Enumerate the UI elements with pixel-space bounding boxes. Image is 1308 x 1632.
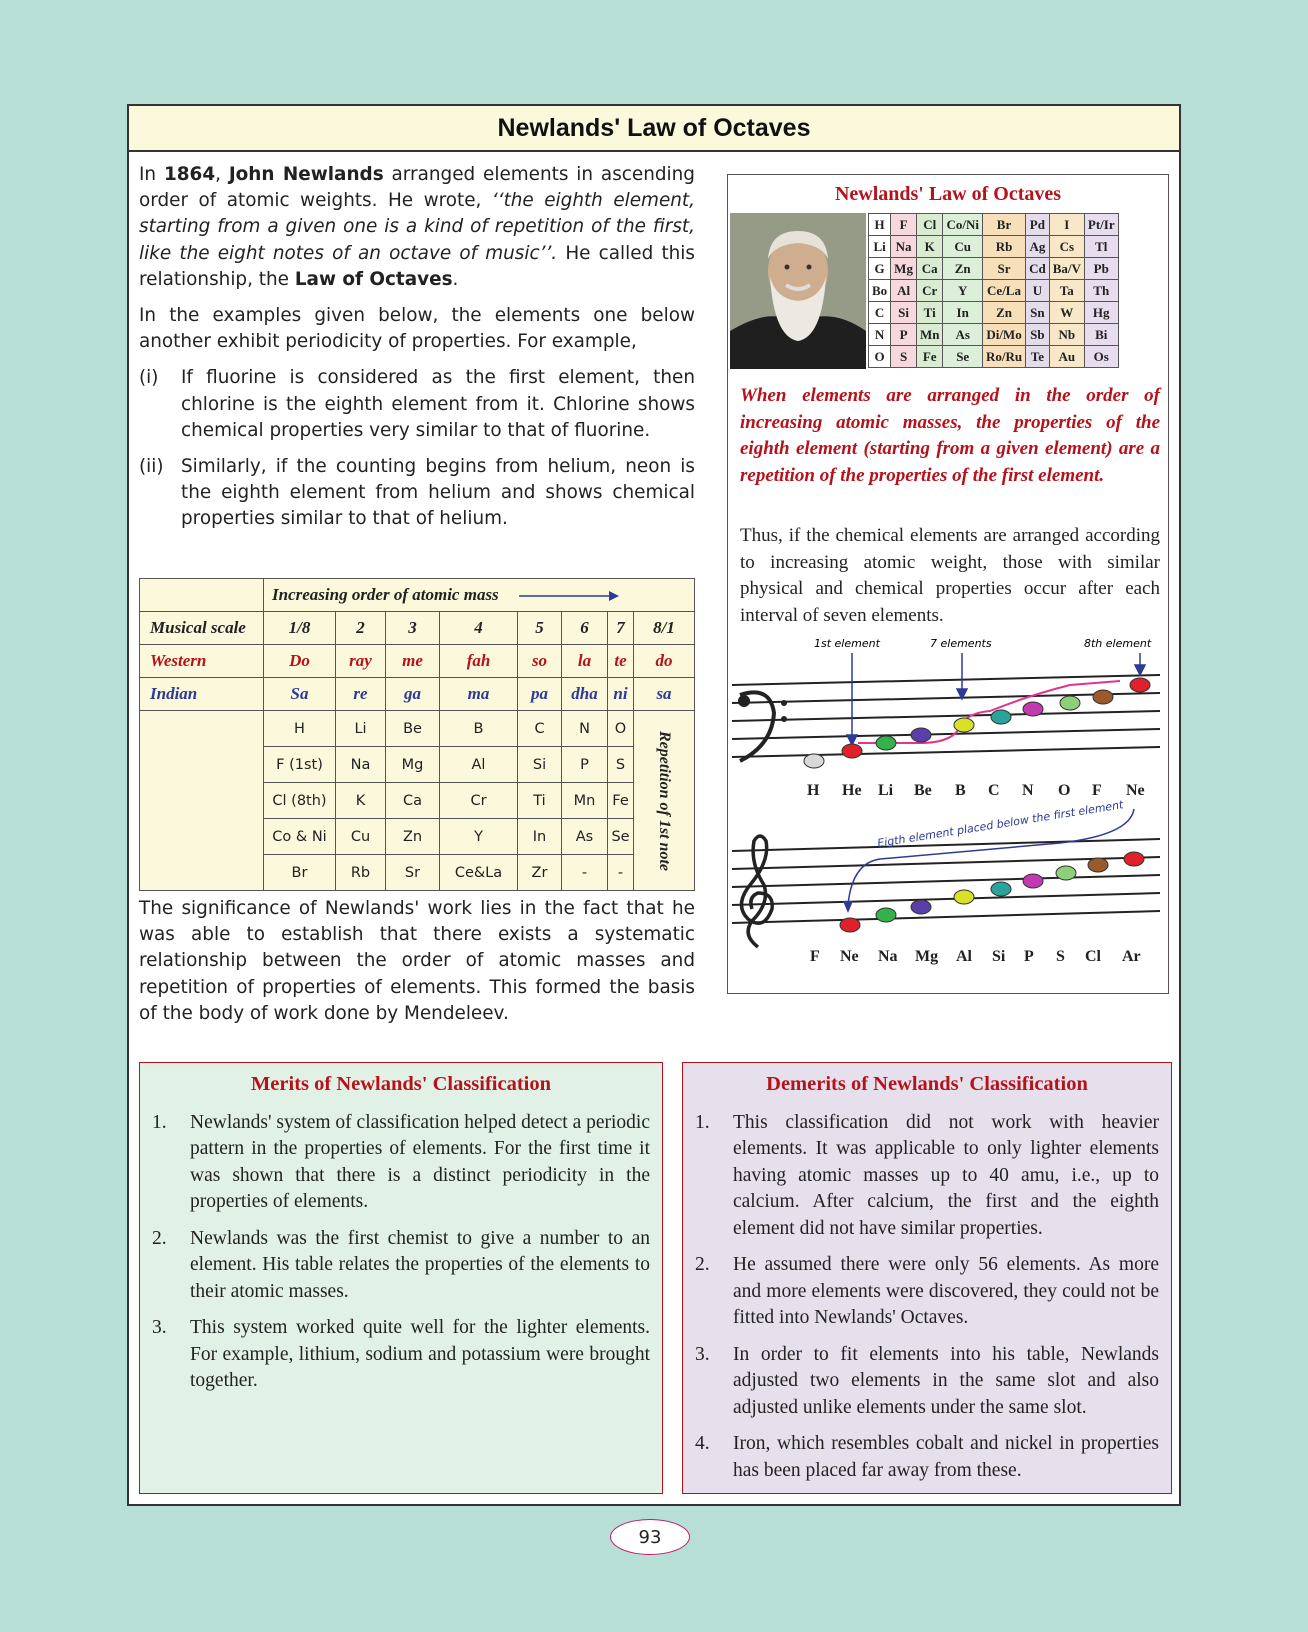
table-header: Increasing order of atomic mass <box>272 585 499 604</box>
octave-table <box>139 578 695 891</box>
row2-element-labels <box>810 948 1141 965</box>
list-item: 2. He assumed there were only 56 elements. As more and more elements were discovered, they could not be fitted into Newlands' Octaves. <box>695 1254 1159 1328</box>
law-statement: When elements are arranged in the order of increasing atomic masses, the properties of the eighth element (starting from a given element) are a repetition of the properties of the first element. <box>740 385 1160 486</box>
merits-box <box>139 1062 663 1494</box>
page-title: Newlands' Law of Octaves <box>129 106 1179 152</box>
table-row: H Li Be B C N O Repetition of 1st note <box>140 711 695 747</box>
svg-text:C: C <box>988 782 1000 799</box>
eighth-element-label: 8th element <box>1084 637 1152 650</box>
newlands-portrait <box>730 213 866 369</box>
indian-row: Indian Sa re ga ma pa dha ni sa <box>140 678 695 711</box>
svg-text:N: N <box>1022 782 1034 799</box>
svg-text:B: B <box>955 782 966 799</box>
panel-title: Newlands' Law of Octaves <box>834 183 1062 205</box>
newlands-quote: ‘‘the eighth element, starting from a given one is a kind of repetition of the first, like the eight notes of an octave of music’’. <box>139 190 695 264</box>
table-row: F (1st) Na Mg Al Si P S <box>140 747 695 783</box>
table-row: Br Rb Sr Ce&La Zr - - <box>140 855 695 891</box>
demerits-box <box>682 1062 1172 1494</box>
octaves-panel <box>727 174 1169 994</box>
list-item: 1. This classification did not work with heavier elements. It was applicable to only lighter elements having atomic masses up to 40 amu, i.e., up to calcium. After calcium, the first and the eighth element did not have similar properties. <box>695 1111 1159 1239</box>
treble-clef-icon <box>741 836 772 947</box>
list-item: 1. Newlands' system of classification helped detect a periodic pattern in the properties of elements. For the first time it was shown that there is a distinct periodicity in the properties of elements. <box>152 1111 650 1212</box>
demerits-title: Demerits of Newlands' Classification <box>766 1073 1088 1095</box>
scientist-name: John Newlands <box>228 164 384 185</box>
list-item: 3. In order to fit elements into his table, Newlands adjusted two elements in the same slot and also adjusted unlike elements under the same slot. <box>695 1343 1159 1418</box>
repetition-label: Repetition of 1st note <box>634 711 695 891</box>
svg-text:He: He <box>842 782 862 799</box>
seven-elements-label: 7 elements <box>930 637 992 650</box>
svg-text:F: F <box>1092 782 1102 799</box>
page-number: 93 <box>610 1519 690 1555</box>
newlands-table: H F Cl Co/Ni Br Pd I Pt/Ir Li Na K Cu Rb Ag Cs Tl G Mg Ca Zn Sr Cd Ba/V Pb Bo Al Cr Y Ce/La U Ta Th C Si Ti In Zn Sn W Hg N P Mn As Di/Mo Sb Nb Bi O S Fe Se Ro/Ru Te Au Os <box>868 213 1119 368</box>
list-item: (i) If fluorine is considered as the first element, then chlorine is the eighth element from it. Chlorine shows chemical properties very similar to that of fluorine. <box>139 367 695 441</box>
svg-text:O: O <box>1058 782 1071 799</box>
svg-text:Na: Na <box>878 948 898 965</box>
svg-text:F: F <box>810 948 820 965</box>
scale-row: Musical scale 1/8 2 3 4 5 6 7 8/1 <box>140 612 695 645</box>
intro-paragraph: In 1864, John Newlands arranged elements in ascending order of atomic weights. He wrote, ‘‘the eighth element, starting from a given one is a kind of repetition of the first, like the eight notes of an octave of music’’. He called this relationship, the Law of Octaves. <box>139 164 695 290</box>
svg-text:S: S <box>1056 948 1065 965</box>
examples-paragraph: In the examples given below, the elements one below another exhibit periodicity of properties. For example, <box>139 305 695 353</box>
intro-section <box>139 162 695 543</box>
svg-text:Ne: Ne <box>840 948 859 965</box>
table-row: Co & Ni Cu Zn Y In As Se <box>140 819 695 855</box>
list-item: (ii) Similarly, if the counting begins from helium, neon is the eighth element from helium and shows chemical properties similar to that of helium. <box>139 456 695 530</box>
list-item: 2. Newlands was the first chemist to give a number to an element. His table relates the properties of the elements to their atomic masses. <box>152 1227 650 1302</box>
svg-text:Cl: Cl <box>1085 948 1101 965</box>
thus-paragraph: Thus, if the chemical elements are arranged according to increasing atomic weight, those with similar physical and chemical properties occur after each interval of seven elements. <box>740 525 1160 626</box>
merits-title: Merits of Newlands' Classification <box>250 1073 552 1095</box>
list-item: 3. This system worked quite well for the lighter elements. For example, lithium, sodium and potassium were brought together. <box>152 1317 650 1391</box>
svg-text:Al: Al <box>956 948 972 965</box>
svg-text:Si: Si <box>992 948 1006 965</box>
svg-text:H: H <box>807 782 820 799</box>
music-staff-diagram <box>730 635 1166 975</box>
row1-element-labels <box>807 782 1145 799</box>
year: 1864 <box>163 164 216 185</box>
svg-text:Li: Li <box>878 782 894 799</box>
svg-text:Mg: Mg <box>915 948 939 965</box>
list-item: 4. Iron, which resembles cobalt and nickel in properties has been placed far away from these. <box>695 1433 1159 1481</box>
table-row: Cl (8th) K Ca Cr Ti Mn Fe <box>140 783 695 819</box>
svg-text:P: P <box>1024 948 1034 965</box>
arrow-icon <box>519 590 619 602</box>
western-row: Western Do ray me fah so la te do <box>140 645 695 678</box>
significance-paragraph: The significance of Newlands' work lies in the fact that he was able to establish that there exists a systematic relationship between the order of atomic masses and repetition of properties of elements. This formed the basis of the body of work done by Mendeleev. <box>139 898 695 1024</box>
curve-label: Eigth element placed below the first element <box>876 798 1125 850</box>
svg-text:Ar: Ar <box>1122 948 1141 965</box>
first-element-label: 1st element <box>814 637 880 650</box>
svg-text:Ne: Ne <box>1126 782 1145 799</box>
svg-text:Be: Be <box>914 782 932 799</box>
page <box>127 104 1181 1506</box>
law-name: Law of Octaves <box>294 268 453 290</box>
